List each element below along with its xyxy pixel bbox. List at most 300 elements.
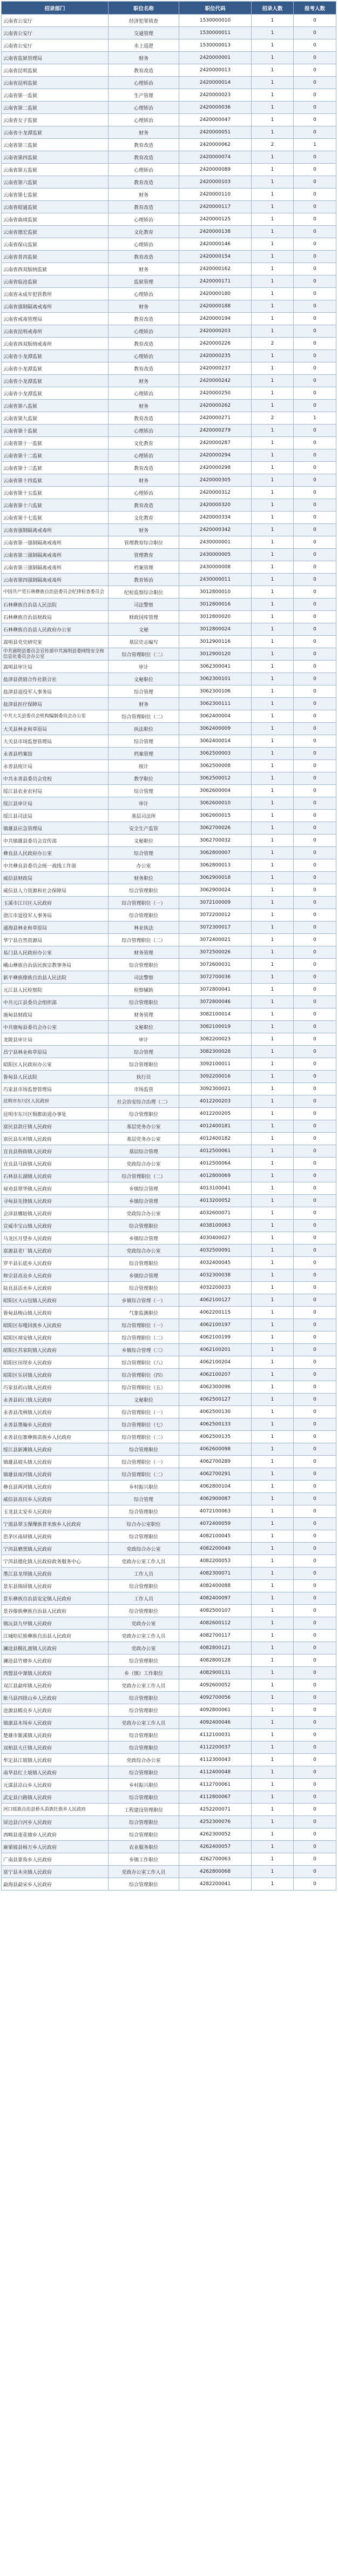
cell-position: 综合管理职位 — [109, 1580, 179, 1592]
cell-apply-count: 0 — [294, 1257, 336, 1269]
cell-code: 4062800104 — [179, 1481, 252, 1493]
cell-hire-count: 1 — [252, 201, 294, 213]
table-row — [2, 114, 336, 126]
table-row — [2, 325, 336, 338]
table-row — [2, 698, 336, 710]
cell-code: 2420000074 — [179, 151, 252, 164]
table-row — [2, 1530, 336, 1543]
cell-hire-count: 1 — [252, 822, 294, 835]
cell-hire-count: 1 — [252, 698, 294, 710]
cell-position: 统计 — [109, 760, 179, 772]
cell-hire-count: 1 — [252, 1307, 294, 1319]
cell-position: 纪检监察综合职位 — [109, 586, 179, 598]
cell-code: 4082300071 — [179, 1568, 252, 1580]
cell-dept: 沧源县糯良乡人民政府 — [2, 1704, 109, 1717]
table-row — [2, 437, 336, 449]
cell-hire-count: 1 — [252, 114, 294, 126]
cell-dept: 中共大关县委员会机构编制委员会办公室 — [2, 710, 109, 723]
cell-position: 心理矫治 — [109, 164, 179, 176]
table-row — [2, 549, 336, 561]
table-row — [2, 176, 336, 189]
cell-code: 2420000342 — [179, 524, 252, 536]
cell-code: 2420000146 — [179, 238, 252, 251]
cell-dept: 镇康县木场乡人民政府 — [2, 1717, 109, 1729]
cell-apply-count: 0 — [294, 1630, 336, 1642]
cell-code: 4082500107 — [179, 1605, 252, 1617]
cell-hire-count: 1 — [252, 263, 294, 275]
cell-position: 教育改造 — [109, 64, 179, 77]
cell-code: 4082400088 — [179, 1580, 252, 1592]
cell-apply-count: 1 — [294, 139, 336, 151]
cell-apply-count: 0 — [294, 213, 336, 226]
cell-hire-count: 1 — [252, 1406, 294, 1418]
table-row — [2, 1269, 336, 1282]
table-row — [2, 748, 336, 760]
cell-code: 1530000010 — [179, 15, 252, 27]
cell-apply-count: 0 — [294, 362, 336, 375]
cell-dept: 大关县林业和草原局 — [2, 723, 109, 735]
cell-hire-count: 1 — [252, 1046, 294, 1058]
cell-position: 综合管理职位（八） — [109, 1356, 179, 1369]
cell-code: 2420000036 — [179, 102, 252, 114]
cell-dept: 云南省第八监狱 — [2, 400, 109, 412]
cell-position: 综合管理职位（一） — [109, 1456, 179, 1468]
cell-code: 4062500133 — [179, 1418, 252, 1431]
cell-code: 3062800013 — [179, 859, 252, 872]
cell-code: 2420000279 — [179, 425, 252, 437]
cell-dept: 云南省第七监狱 — [2, 189, 109, 201]
cell-apply-count: 0 — [294, 39, 336, 52]
cell-position: 综合管理 — [109, 1493, 179, 1505]
cell-dept: 云南省曲靖监狱 — [2, 213, 109, 226]
cell-position: 财务 — [109, 126, 179, 139]
cell-code: 4012500061 — [179, 1145, 252, 1158]
table-row — [2, 1667, 336, 1679]
cell-code: 3062500012 — [179, 772, 252, 785]
cell-position: 教育改造 — [109, 362, 179, 375]
cell-position: 综合管理职位 — [109, 1108, 179, 1120]
cell-dept: 中共彝良县委员会统一战线工作部 — [2, 859, 109, 872]
cell-position: 财务 — [109, 474, 179, 487]
cell-code: 3072200012 — [179, 909, 252, 922]
cell-dept: 云南省第十监狱 — [2, 425, 109, 437]
cell-dept: 云南省女子监狱 — [2, 114, 109, 126]
cell-code: 3012900116 — [179, 636, 252, 648]
table-row — [2, 574, 336, 586]
cell-dept: 云南省第四监狱 — [2, 151, 109, 164]
cell-hire-count: 1 — [252, 1145, 294, 1158]
cell-apply-count: 0 — [294, 102, 336, 114]
cell-dept: 云南省昆明监狱 — [2, 77, 109, 89]
cell-apply-count: 0 — [294, 164, 336, 176]
cell-apply-count: 0 — [294, 1555, 336, 1568]
table-row — [2, 52, 336, 64]
cell-apply-count: 0 — [294, 611, 336, 623]
table-row — [2, 1630, 336, 1642]
cell-code: 4112100031 — [179, 1729, 252, 1741]
table-row — [2, 1481, 336, 1493]
cell-code: 2420000188 — [179, 300, 252, 313]
cell-code: 3062600015 — [179, 810, 252, 822]
cell-position: 乡镇综合管理（三） — [109, 1344, 179, 1356]
table-row — [2, 1754, 336, 1766]
cell-code: 2420000180 — [179, 288, 252, 300]
cell-apply-count: 0 — [294, 151, 336, 164]
table-row — [2, 512, 336, 524]
cell-code: 2420000062 — [179, 139, 252, 151]
cell-code: 3062600010 — [179, 797, 252, 810]
cell-code: 2420000023 — [179, 89, 252, 102]
table-row — [2, 1692, 336, 1704]
cell-code: 3082300028 — [179, 1046, 252, 1058]
table-row — [2, 710, 336, 723]
cell-hire-count: 1 — [252, 362, 294, 375]
col-header-apply-count: 报考人数 — [294, 2, 336, 15]
cell-hire-count: 1 — [252, 1195, 294, 1207]
cell-hire-count: 1 — [252, 685, 294, 698]
cell-dept: 龙陵县审计局 — [2, 1033, 109, 1046]
cell-apply-count: 0 — [294, 574, 336, 586]
cell-apply-count: 0 — [294, 1679, 336, 1692]
cell-position: 财务 — [109, 52, 179, 64]
cell-hire-count: 1 — [252, 375, 294, 387]
cell-code: 2420000001 — [179, 52, 252, 64]
cell-apply-count: 0 — [294, 52, 336, 64]
cell-apply-count: 0 — [294, 350, 336, 362]
cell-hire-count: 1 — [252, 1319, 294, 1331]
cell-hire-count: 1 — [252, 996, 294, 1008]
cell-apply-count: 0 — [294, 1791, 336, 1804]
cell-code: 3062500008 — [179, 760, 252, 772]
cell-hire-count: 1 — [252, 1369, 294, 1381]
cell-position: 生产管理 — [109, 89, 179, 102]
cell-dept: 墨江县龙坝镇人民政府 — [2, 1568, 109, 1580]
cell-apply-count: 0 — [294, 586, 336, 598]
table-row — [2, 1195, 336, 1207]
cell-hire-count: 1 — [252, 1468, 294, 1481]
cell-position: 财务 — [109, 524, 179, 536]
cell-code: 3092100011 — [179, 1058, 252, 1071]
cell-dept: 澜沧县竹塘乡人民政府 — [2, 1654, 109, 1667]
table-row — [2, 300, 336, 313]
cell-position: 综合管理职位 — [109, 1828, 179, 1841]
cell-code: 4092800061 — [179, 1704, 252, 1717]
cell-dept: 景东县锦屏镇人民政府 — [2, 1580, 109, 1592]
cell-position: 心理矫治 — [109, 238, 179, 251]
cell-position: 党政综合办公室 — [109, 1158, 179, 1170]
cell-apply-count: 0 — [294, 1356, 336, 1369]
cell-hire-count: 1 — [252, 1481, 294, 1493]
cell-position: 乡镇综合管理（一） — [109, 1294, 179, 1307]
cell-dept: 会泽县娜姑镇人民政府 — [2, 1207, 109, 1220]
cell-hire-count: 1 — [252, 1853, 294, 1866]
cell-apply-count: 0 — [294, 760, 336, 772]
cell-hire-count: 1 — [252, 238, 294, 251]
table-row — [2, 275, 336, 288]
table-row — [2, 1605, 336, 1617]
cell-position: 财务 — [109, 400, 179, 412]
cell-hire-count: 1 — [252, 574, 294, 586]
table-row — [2, 897, 336, 909]
cell-hire-count: 1 — [252, 1543, 294, 1555]
table-row — [2, 1058, 336, 1071]
cell-code: 2420000013 — [179, 64, 252, 77]
cell-hire-count: 1 — [252, 1269, 294, 1282]
cell-code: 3062400009 — [179, 723, 252, 735]
cell-dept: 中国共产党石林彝族自治县委员会纪律检查委员会 — [2, 586, 109, 598]
cell-position: 财政国库管理 — [109, 611, 179, 623]
table-row — [2, 1381, 336, 1394]
cell-position: 交通管理 — [109, 27, 179, 39]
cell-dept: 彝良县两河镇人民政府 — [2, 1481, 109, 1493]
cell-code: 4032500091 — [179, 1245, 252, 1257]
cell-position: 教育改造 — [109, 412, 179, 425]
cell-dept: 南华县红土坡镇人民政府 — [2, 1766, 109, 1779]
cell-apply-count: 0 — [294, 1033, 336, 1046]
cell-apply-count: 0 — [294, 1319, 336, 1331]
table-row — [2, 971, 336, 984]
cell-apply-count: 0 — [294, 1021, 336, 1033]
cell-dept: 云南省第十七监狱 — [2, 512, 109, 524]
cell-position: 综合管理职位（一） — [109, 1406, 179, 1418]
cell-position: 档案管理 — [109, 748, 179, 760]
cell-dept: 威信县人力资源和社会保障局 — [2, 884, 109, 897]
cell-position: 综合管理职位 — [109, 1443, 179, 1456]
cell-dept: 施甸县财政局 — [2, 1008, 109, 1021]
table-row — [2, 735, 336, 748]
cell-dept: 昭阳区布嘎回族乡人民政府 — [2, 1319, 109, 1331]
table-row — [2, 822, 336, 835]
cell-apply-count: 0 — [294, 959, 336, 971]
cell-hire-count: 1 — [252, 1654, 294, 1667]
cell-hire-count: 1 — [252, 313, 294, 325]
cell-position: 乡（镇）工作职位 — [109, 1667, 179, 1679]
cell-dept: 石林县长湖镇人民政府 — [2, 1170, 109, 1182]
cell-apply-count: 0 — [294, 971, 336, 984]
cell-hire-count: 1 — [252, 52, 294, 64]
table-row — [2, 1120, 336, 1133]
cell-position: 执法职位 — [109, 723, 179, 735]
cell-hire-count: 1 — [252, 77, 294, 89]
cell-dept: 镇沅县九甲镇人民政府 — [2, 1617, 109, 1630]
cell-apply-count: 0 — [294, 1369, 336, 1381]
cell-dept: 云南省第二强制隔离戒毒所 — [2, 549, 109, 561]
cell-dept: 永善县统计局 — [2, 760, 109, 772]
cell-dept: 鲁甸县人民法院 — [2, 1071, 109, 1083]
cell-code: 4112800067 — [179, 1791, 252, 1804]
cell-position: 综合管理职位（四） — [109, 1369, 179, 1381]
cell-dept: 昆明市东川区铜都街道办事处 — [2, 1108, 109, 1120]
cell-apply-count: 0 — [294, 189, 336, 201]
cell-code: 2430000008 — [179, 561, 252, 574]
cell-code: 3062300106 — [179, 685, 252, 698]
cell-dept: 牟定县江坡镇人民政府 — [2, 1754, 109, 1766]
cell-apply-count: 0 — [294, 499, 336, 512]
cell-code: 3062300101 — [179, 673, 252, 685]
cell-apply-count: 0 — [294, 822, 336, 835]
cell-code: 4032600071 — [179, 1207, 252, 1220]
cell-position: 综合管理职位 — [109, 1878, 179, 1891]
table-row — [2, 39, 336, 52]
cell-dept: 永善县伍寨彝族苗族乡人民政府 — [2, 1431, 109, 1443]
cell-dept: 双柏县大庄镇人民政府 — [2, 1741, 109, 1754]
cell-hire-count: 1 — [252, 449, 294, 462]
cell-code: 4262400057 — [179, 1841, 252, 1853]
cell-hire-count: 1 — [252, 126, 294, 139]
cell-code: 4082400097 — [179, 1592, 252, 1605]
cell-position: 综合管理职位（二） — [109, 1170, 179, 1182]
cell-apply-count: 0 — [294, 549, 336, 561]
cell-hire-count: 1 — [252, 1568, 294, 1580]
cell-apply-count: 0 — [294, 387, 336, 400]
cell-position: 社会治安综合治理（二） — [109, 1095, 179, 1108]
cell-position: 文秘职位 — [109, 1021, 179, 1033]
cell-apply-count: 0 — [294, 1505, 336, 1518]
cell-dept: 屏边县白河乡人民政府 — [2, 1816, 109, 1828]
cell-code: 4062500135 — [179, 1431, 252, 1443]
cell-hire-count: 1 — [252, 1828, 294, 1841]
cell-dept: 河口瑶族自治县桥头苗族壮族乡人民政府 — [2, 1804, 109, 1816]
table-row — [2, 126, 336, 139]
cell-hire-count: 1 — [252, 1418, 294, 1431]
cell-position: 综合管理职位 — [109, 1704, 179, 1717]
cell-dept: 云南省昆明戒毒所 — [2, 325, 109, 338]
table-row — [2, 847, 336, 859]
cell-hire-count: 1 — [252, 474, 294, 487]
cell-code: 4013100041 — [179, 1182, 252, 1195]
cell-hire-count: 1 — [252, 934, 294, 946]
table-row — [2, 1245, 336, 1257]
cell-apply-count: 0 — [294, 226, 336, 238]
cell-dept: 巧家县市场监督管理局 — [2, 1083, 109, 1095]
cell-dept: 永善县茂林镇人民政府 — [2, 1406, 109, 1418]
table-row — [2, 89, 336, 102]
cell-hire-count: 1 — [252, 1158, 294, 1170]
cell-position: 心理矫治 — [109, 213, 179, 226]
cell-position: 综合管理职位 — [109, 959, 179, 971]
cell-apply-count: 0 — [294, 1828, 336, 1841]
cell-apply-count: 0 — [294, 636, 336, 648]
cell-code: 3092200016 — [179, 1071, 252, 1083]
table-row — [2, 15, 336, 27]
cell-apply-count: 0 — [294, 661, 336, 673]
cell-position: 办公室 — [109, 859, 179, 872]
cell-position: 综合管理职位（一） — [109, 897, 179, 909]
table-row — [2, 27, 336, 39]
cell-dept: 通海县林业和草原局 — [2, 922, 109, 934]
cell-position: 市场监管 — [109, 1083, 179, 1095]
cell-hire-count: 1 — [252, 1095, 294, 1108]
table-row — [2, 1307, 336, 1319]
cell-code: 2420000117 — [179, 201, 252, 213]
cell-code: 2430000005 — [179, 549, 252, 561]
cell-hire-count: 1 — [252, 1282, 294, 1294]
table-row — [2, 313, 336, 325]
cell-code: 3072800041 — [179, 984, 252, 996]
cell-apply-count: 0 — [294, 1543, 336, 1555]
cell-apply-count: 0 — [294, 1294, 336, 1307]
cell-apply-count: 0 — [294, 524, 336, 536]
table-row — [2, 1766, 336, 1779]
cell-hire-count: 1 — [252, 499, 294, 512]
cell-apply-count: 0 — [294, 872, 336, 884]
cell-apply-count: 0 — [294, 561, 336, 574]
cell-apply-count: 0 — [294, 810, 336, 822]
cell-dept: 楚雄市紫溪镇人民政府 — [2, 1729, 109, 1741]
cell-hire-count: 1 — [252, 1220, 294, 1232]
cell-apply-count: 0 — [294, 1481, 336, 1493]
cell-apply-count: 0 — [294, 1580, 336, 1592]
cell-dept: 云南省第十三监狱 — [2, 462, 109, 474]
cell-hire-count: 1 — [252, 536, 294, 549]
cell-dept: 新平彝族傣族自治县人民法院 — [2, 971, 109, 984]
cell-hire-count: 1 — [252, 524, 294, 536]
cell-apply-count: 0 — [294, 474, 336, 487]
cell-dept: 镇雄县雨河镇人民政府 — [2, 1468, 109, 1481]
cell-apply-count: 0 — [294, 15, 336, 27]
cell-dept: 云南省西双版纳戒毒所 — [2, 338, 109, 350]
cell-apply-count: 0 — [294, 1518, 336, 1530]
cell-code: 2420000203 — [179, 325, 252, 338]
cell-apply-count: 0 — [294, 201, 336, 213]
cell-dept: 绥江县农业农村局 — [2, 785, 109, 797]
cell-code: 3072400021 — [179, 934, 252, 946]
cell-code: 2420000014 — [179, 77, 252, 89]
cell-dept: 盐津县供销合作社联合社 — [2, 673, 109, 685]
cell-apply-count: 0 — [294, 375, 336, 387]
cell-dept: 云南省第十二监狱 — [2, 449, 109, 462]
table-row — [2, 1617, 336, 1630]
cell-dept: 盐津县退役军人事务局 — [2, 685, 109, 698]
cell-code: 4082700117 — [179, 1630, 252, 1642]
cell-dept: 富源县老厂镇人民政府 — [2, 1245, 109, 1257]
cell-position: 综合管理 — [109, 685, 179, 698]
cell-apply-count: 0 — [294, 1816, 336, 1828]
cell-position: 综合管理职位 — [109, 1220, 179, 1232]
cell-hire-count: 1 — [252, 1505, 294, 1518]
cell-apply-count: 0 — [294, 748, 336, 760]
cell-apply-count: 0 — [294, 685, 336, 698]
cell-hire-count: 1 — [252, 189, 294, 201]
cell-apply-count: 0 — [294, 462, 336, 474]
cell-hire-count: 1 — [252, 487, 294, 499]
cell-hire-count: 1 — [252, 226, 294, 238]
cell-position: 管理教育 — [109, 549, 179, 561]
cell-apply-count: 0 — [294, 1145, 336, 1158]
cell-code: 2420000334 — [179, 512, 252, 524]
cell-hire-count: 1 — [252, 1294, 294, 1307]
table-row — [2, 835, 336, 847]
table-row — [2, 859, 336, 872]
cell-dept: 云南省第四强制隔离戒毒所 — [2, 574, 109, 586]
cell-hire-count: 1 — [252, 1108, 294, 1120]
cell-code: 2420000250 — [179, 387, 252, 400]
table-row — [2, 1580, 336, 1592]
cell-position: 文秘 — [109, 623, 179, 636]
cell-code: 3062300111 — [179, 698, 252, 710]
cell-apply-count: 0 — [294, 126, 336, 139]
cell-code: 3062800007 — [179, 847, 252, 859]
cell-hire-count: 1 — [252, 835, 294, 847]
cell-position: 综合管理职位 — [109, 1791, 179, 1804]
cell-code: 4092600052 — [179, 1679, 252, 1692]
table-row — [2, 1505, 336, 1518]
cell-hire-count: 1 — [252, 1207, 294, 1220]
table-row — [2, 1331, 336, 1344]
cell-hire-count: 1 — [252, 1033, 294, 1046]
cell-hire-count: 1 — [252, 437, 294, 449]
table-row — [2, 1592, 336, 1605]
